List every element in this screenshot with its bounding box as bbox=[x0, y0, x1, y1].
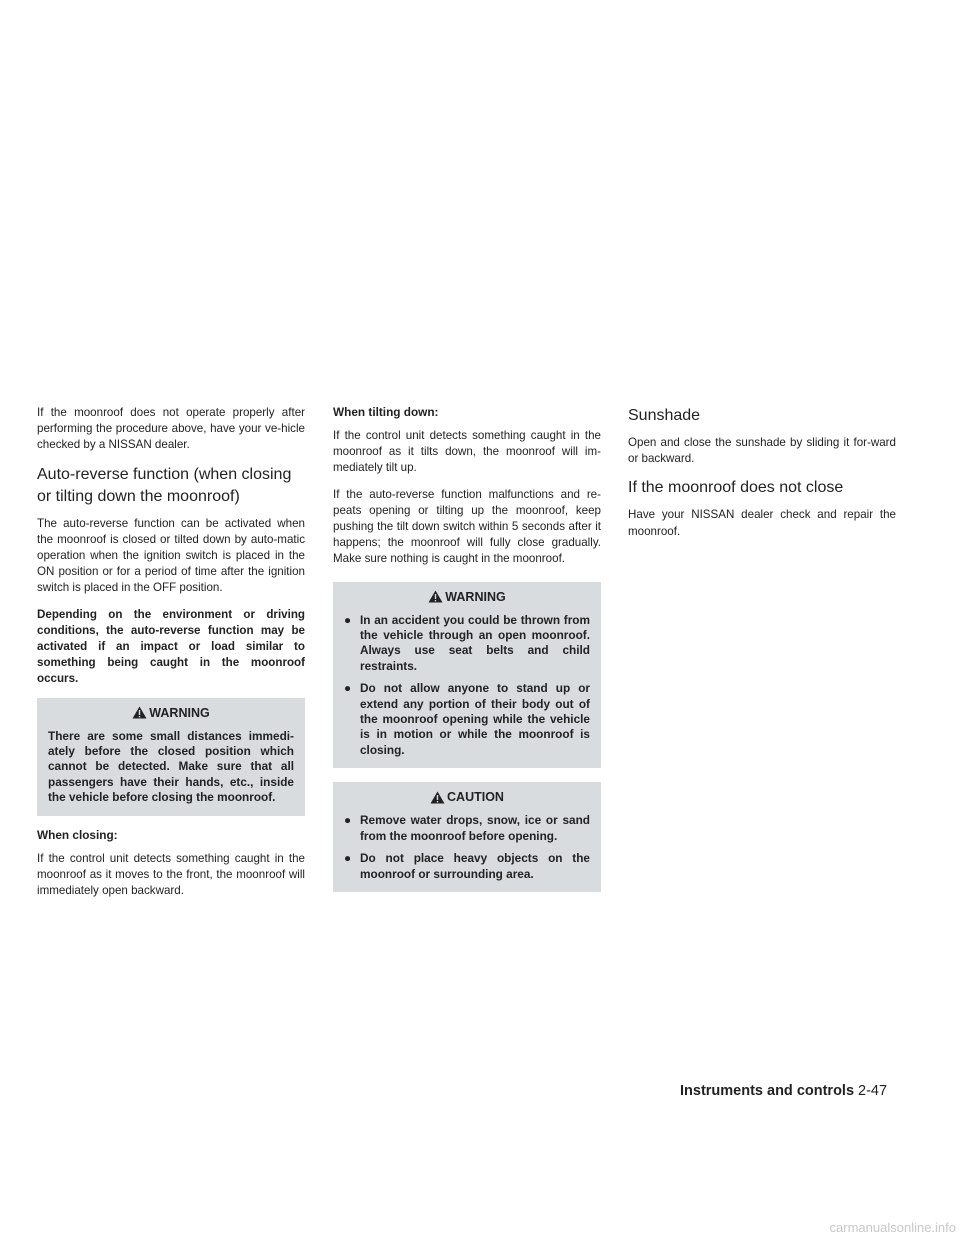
bullet-icon: ● bbox=[344, 851, 352, 866]
section-heading-moonroof-not-close: If the moonroof does not close bbox=[628, 479, 844, 497]
warning-title-text: WARNING bbox=[149, 705, 210, 720]
subheading-when-closing: When closing: bbox=[37, 827, 118, 842]
intro-paragraph: If the moonroof does not operate properly after performing the procedure above, have your ve-hicle checked by a NISSAN dealer. bbox=[37, 406, 305, 452]
caution-triangle-icon bbox=[430, 791, 445, 804]
column-right bbox=[628, 405, 896, 550]
footer-section-title: Instruments and controls bbox=[680, 1083, 855, 1099]
warning-text: There are some small distances immedi-ately before the closed position which cannot be detected. Make sure that all passengers have their hands, etc., inside the vehicle before closing the moonroof. bbox=[48, 728, 294, 805]
caution-list bbox=[344, 813, 590, 882]
caution-title bbox=[344, 790, 590, 804]
list-item: ● Do not place heavy objects on the moonroof or surrounding area. bbox=[344, 851, 590, 881]
column-left bbox=[37, 405, 305, 909]
list-item: ● Remove water drops, snow, ice or sand from the moonroof before opening. bbox=[344, 813, 590, 843]
list-item: ● Do not allow anyone to stand up or extend any portion of their body out of the moonroof opening while the vehicle is in motion or while the moonroof is closing. bbox=[344, 681, 590, 757]
caution-box bbox=[333, 782, 601, 892]
warning-triangle-icon bbox=[132, 706, 147, 719]
warning-box-closing bbox=[37, 698, 305, 816]
list-item: ● In an accident you could be thrown from the vehicle through an open moonroof. Always use seat belts and child restraints. bbox=[344, 612, 590, 673]
moonroof-not-close-paragraph: Have your NISSAN dealer check and repair the moonroof. bbox=[628, 508, 896, 538]
watermark: carmanualsonline.info bbox=[829, 1220, 956, 1235]
page-footer bbox=[680, 1083, 900, 1099]
bullet-icon: ● bbox=[344, 681, 352, 696]
sunshade-paragraph: Open and close the sunshade by sliding it for-ward or backward. bbox=[628, 436, 896, 466]
section-heading-sunshade: Sunshade bbox=[628, 407, 701, 424]
warning-title bbox=[344, 590, 590, 604]
auto-reverse-note: Depending on the environment or driving conditions, the auto-reverse function may be activated if an impact or load similar to something being caught in the moonroof occurs. bbox=[37, 607, 305, 686]
page-number: 2-47 bbox=[858, 1083, 888, 1099]
auto-reverse-paragraph: The auto-reverse function can be activated when the moonroof is closed or tilted down by auto-matic operation when the ignition switch is placed in the ON position or for a period of time after the ignition switch is placed in the OFF position. bbox=[37, 516, 305, 595]
bullet-icon: ● bbox=[344, 813, 352, 828]
warning-triangle-icon bbox=[428, 590, 443, 603]
column-middle bbox=[333, 405, 601, 904]
closing-paragraph: If the control unit detects something caught in the moonroof as it moves to the front, the moonroof will immediately open backward. bbox=[37, 851, 305, 898]
warning-title-text: WARNING bbox=[445, 589, 506, 604]
subheading-when-tilting-down: When tilting down: bbox=[333, 405, 439, 419]
tilting-paragraph: If the control unit detects something caught in the moonroof as it tilts down, the moonroof will im-mediately tilt up. bbox=[333, 429, 601, 475]
section-heading-auto-reverse: Auto-reverse function (when closing or tilting down the moonroof) bbox=[37, 465, 292, 505]
warning-list bbox=[344, 613, 590, 759]
bullet-icon: ● bbox=[344, 612, 352, 627]
caution-title-text: CAUTION bbox=[447, 790, 504, 805]
malfunction-paragraph: If the auto-reverse function malfunctions and re-peats opening or tilting up the moonroof, keep pushing the tilt down switch within 5 seconds after it happens; the moonroof will fully close gradually. Make sure nothing is caught in the moonroof. bbox=[333, 487, 601, 566]
warning-title bbox=[48, 706, 294, 720]
warning-box-accident bbox=[333, 582, 601, 769]
